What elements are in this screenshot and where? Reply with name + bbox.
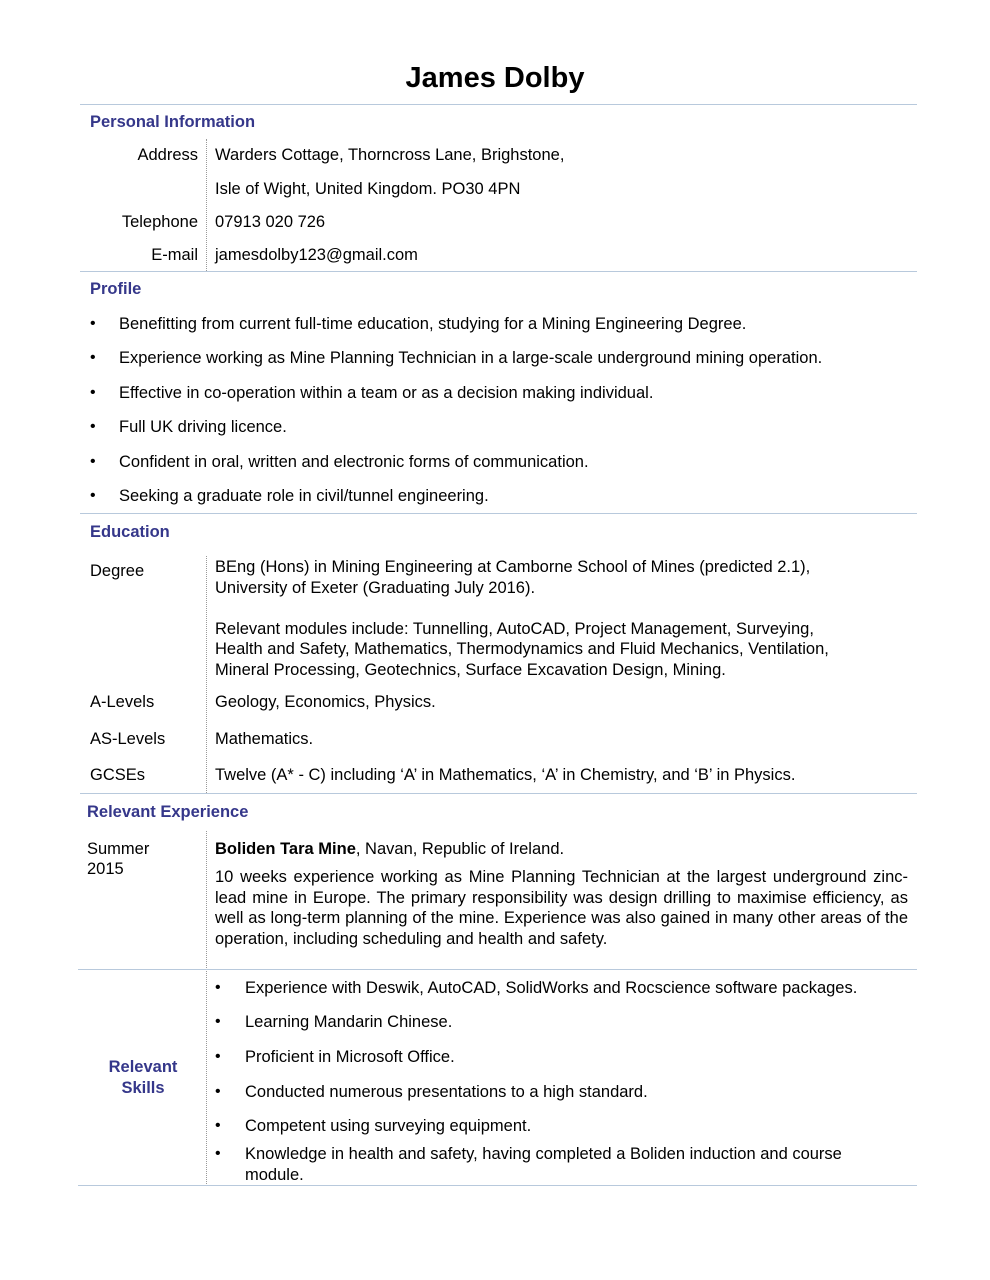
experience-period-line-2: 2015 — [87, 860, 124, 878]
resume-name: James Dolby — [405, 62, 585, 94]
skill-bullet: • — [215, 979, 221, 996]
experience-description: 10 weeks experience working as Mine Planning Technician at the largest underground zinc-lead mine in Europe. The primary responsibility was design drilling to maximise efficiency, as well as long-term planning of the mine. Experience was also gained in many other areas of the operation, including scheduling and health and safety. — [215, 868, 908, 948]
experience-heading: Relevant Experience — [87, 803, 249, 821]
profile-item: Experience working as Mine Planning Technician in a large-scale underground mining operation. — [119, 349, 823, 367]
skill-bullet: • — [215, 1145, 221, 1162]
personal-info-column-divider — [206, 139, 207, 271]
modules-line-2: Health and Safety, Mathematics, Thermodynamics and Fluid Mechanics, Ventilation, — [215, 640, 829, 658]
alevels-label: A-Levels — [90, 693, 155, 711]
skills-heading-line-2: Skills — [121, 1079, 165, 1097]
experience-location: , Navan, Republic of Ireland. — [355, 840, 565, 858]
profile-item: Full UK driving licence. — [119, 418, 287, 436]
skill-item: Competent using surveying equipment. — [245, 1117, 532, 1135]
skill-item-continuation: module. — [245, 1166, 304, 1184]
telephone-value: 07913 020 726 — [215, 213, 326, 231]
profile-bullet: • — [90, 487, 96, 504]
skill-bullet: • — [215, 1083, 221, 1100]
profile-bullet: • — [90, 349, 96, 366]
aslevels-value: Mathematics. — [215, 730, 314, 748]
profile-bullet: • — [90, 315, 96, 332]
education-column-divider — [206, 556, 207, 793]
profile-heading: Profile — [90, 280, 142, 298]
email-value[interactable]: jamesdolby123@gmail.com — [215, 246, 418, 264]
skill-bullet: • — [215, 1048, 221, 1065]
profile-item: Confident in oral, written and electronic forms of communication. — [119, 453, 589, 471]
alevels-value: Geology, Economics, Physics. — [215, 693, 436, 711]
skill-item: Conducted numerous presentations to a high standard. — [245, 1083, 648, 1101]
profile-bullet: • — [90, 384, 96, 401]
telephone-label: Telephone — [121, 213, 198, 231]
skill-item: Experience with Deswik, AutoCAD, SolidWorks and Rocscience software packages. — [245, 979, 858, 997]
address-line-2: Isle of Wight, United Kingdom. PO30 4PN — [215, 180, 521, 198]
experience-column-divider — [206, 831, 207, 1186]
gcses-label: GCSEs — [90, 766, 146, 784]
profile-item: Seeking a graduate role in civil/tunnel engineering. — [119, 487, 489, 505]
email-label: E-mail — [151, 246, 198, 264]
skill-item: Learning Mandarin Chinese. — [245, 1013, 453, 1031]
skills-divider — [78, 1185, 917, 1186]
personal-info-heading: Personal Information — [90, 113, 256, 131]
title-divider — [80, 104, 917, 105]
aslevels-label: AS-Levels — [90, 730, 166, 748]
education-divider — [80, 793, 917, 794]
skills-heading-line-1: Relevant — [108, 1058, 178, 1076]
skill-bullet: • — [215, 1013, 221, 1030]
address-label: Address — [137, 146, 198, 164]
experience-period-line-1: Summer — [87, 840, 150, 858]
experience-divider — [78, 969, 917, 970]
profile-item: Effective in co-operation within a team or as a decision making individual. — [119, 384, 654, 402]
gcses-value: Twelve (A* - C) including ‘A’ in Mathematics, ‘A’ in Chemistry, and ‘B’ in Physics. — [215, 766, 796, 784]
address-line-1: Warders Cottage, Thorncross Lane, Brighstone, — [215, 146, 565, 164]
skill-bullet: • — [215, 1117, 221, 1134]
modules-line-3: Mineral Processing, Geotechnics, Surface Excavation Design, Mining. — [215, 661, 726, 679]
skill-item: Proficient in Microsoft Office. — [245, 1048, 455, 1066]
degree-line-2: University of Exeter (Graduating July 2016). — [215, 579, 536, 597]
experience-employer: Boliden Tara Mine — [215, 840, 356, 858]
modules-line-1: Relevant modules include: Tunnelling, AutoCAD, Project Management, Surveying, — [215, 620, 814, 638]
profile-divider — [80, 513, 917, 514]
profile-bullet: • — [90, 418, 96, 435]
degree-line-1: BEng (Hons) in Mining Engineering at Camborne School of Mines (predicted 2.1), — [215, 558, 811, 576]
education-heading: Education — [90, 523, 170, 541]
degree-label: Degree — [90, 562, 145, 580]
personal-info-divider — [80, 271, 917, 272]
profile-item: Benefitting from current full-time education, studying for a Mining Engineering Degree. — [119, 315, 747, 333]
experience-title — [215, 840, 564, 859]
profile-bullet: • — [90, 453, 96, 470]
skill-item: Knowledge in health and safety, having completed a Boliden induction and course — [245, 1145, 842, 1163]
